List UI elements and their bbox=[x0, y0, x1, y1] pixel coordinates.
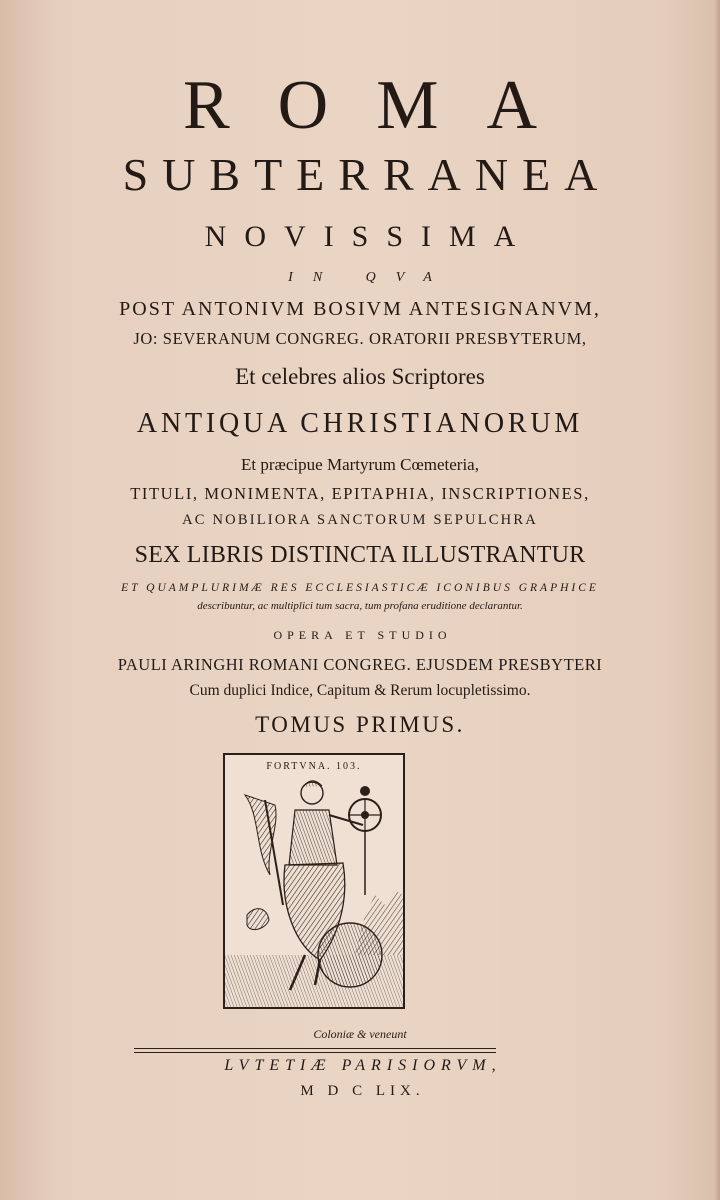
line-describuntur: describuntur, ac multiplici tum sacra, tum profana eruditione declarantur. bbox=[197, 600, 523, 612]
line-opera-et-studio: OPERA ET STUDIO bbox=[273, 628, 452, 642]
imprint-coloniae: Coloniæ & veneunt bbox=[313, 1027, 407, 1041]
imprint-year: M D C LIX. bbox=[300, 1083, 425, 1099]
line-quamplurimae: ET QUAMPLURIMÆ RES ECCLESIASTICÆ ICONIBUS GRAPHICE bbox=[121, 582, 599, 594]
line-sex-libris: SEX LIBRIS DISTINCTA ILLUSTRANTUR bbox=[134, 542, 586, 568]
title-subterranea: SUBTERRANEA bbox=[122, 149, 612, 200]
title-novissima: NOVISSIMA bbox=[204, 220, 534, 253]
line-author: PAULI ARINGHI ROMANI CONGREG. EJUSDEM PRESBYTERI bbox=[117, 655, 603, 674]
line-et-celebres: Et celebres alios Scriptores bbox=[235, 364, 485, 389]
imprint-city: LVTETIÆ PARISIORVM, bbox=[224, 1057, 502, 1074]
title-roma: ROMA bbox=[182, 67, 586, 144]
line-post-antonium: POST ANTONIVM BOSIVM ANTESIGNANVM, bbox=[119, 298, 601, 320]
plate-caption: FORTVNA. 103. bbox=[266, 761, 362, 772]
imprint-rule-bottom bbox=[134, 1052, 496, 1053]
imprint-rule-top bbox=[134, 1048, 496, 1049]
line-in-qua: IN QVA bbox=[288, 270, 452, 285]
line-cum-duplici: Cum duplici Indice, Capitum & Rerum locupletissimo. bbox=[189, 682, 531, 699]
printer-device-plate bbox=[223, 753, 405, 1009]
fortuna-woodcut-icon bbox=[225, 755, 403, 1007]
line-tomus-primus: TOMUS PRIMUS. bbox=[255, 712, 465, 737]
line-praecipue: Et præcipue Martyrum Cœmeteria, bbox=[241, 455, 479, 474]
line-ac-nobiliora: AC NOBILIORA SANCTORUM SEPULCHRA bbox=[182, 512, 538, 528]
line-tituli: TITULI, MONIMENTA, EPITAPHIA, INSCRIPTIONES, bbox=[130, 484, 590, 503]
line-antiqua-christianorum: ANTIQUA CHRISTIANORUM bbox=[136, 408, 584, 439]
line-jo-severanum: JO: SEVERANUM CONGREG. ORATORII PRESBYTERUM, bbox=[133, 329, 587, 348]
